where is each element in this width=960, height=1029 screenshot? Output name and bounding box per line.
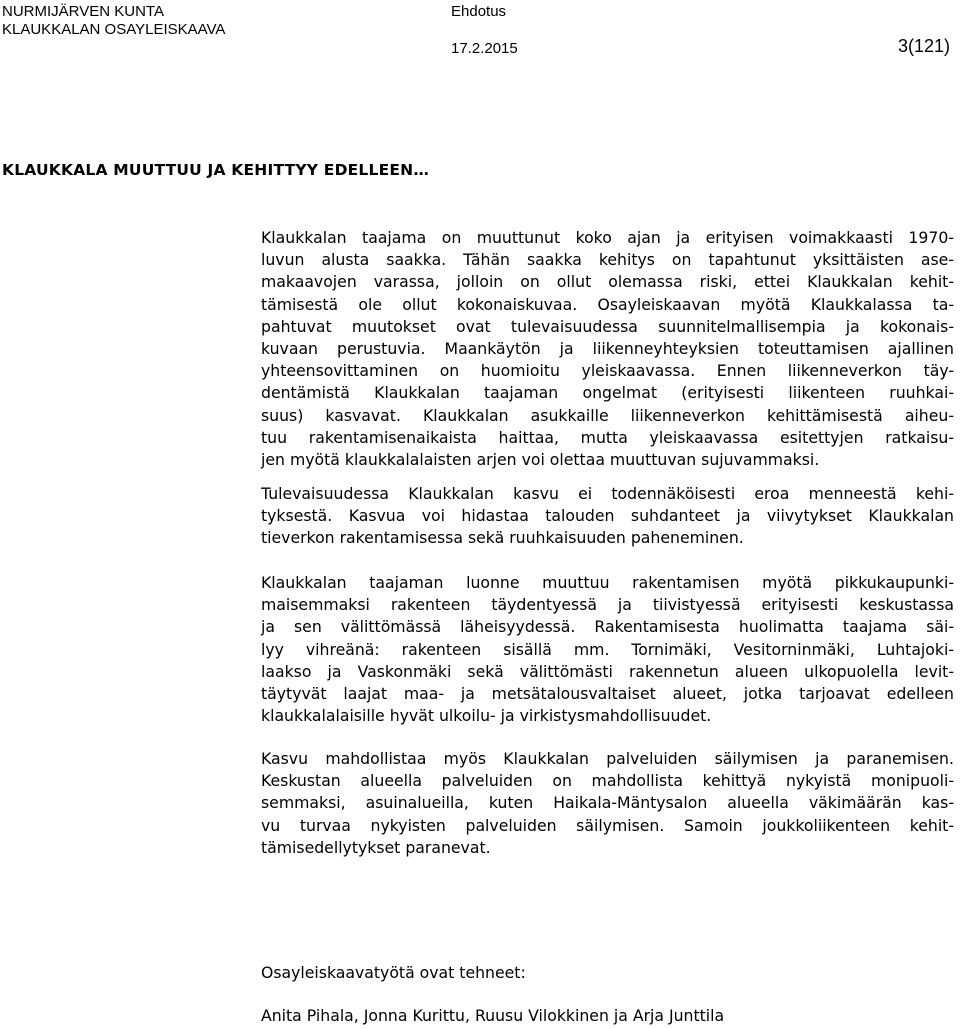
paragraph-line: makaavojen varassa, jolloin on ollut olemassa riski, ettei Klaukkalan kehit- — [261, 272, 954, 292]
section-title: KLAUKKALA MUUTTUU JA KEHITTYY EDELLEEN… — [2, 161, 430, 179]
paragraph-line: pahtuvat muutokset ovat tulevaisuudessa suunnitelmallisempia ja kokonais- — [261, 316, 954, 336]
paragraph-line: laakso ja Vaskonmäki sekä välittömästi rakennetun alueen ulkopuolella levit- — [261, 661, 954, 681]
paragraph-line: semmaksi, asuinalueilla, kuten Haikala-Mäntysalon alueella väkimäärän kas- — [261, 793, 954, 813]
paragraph-line: luvun alusta saakka. Tähän saakka kehitys on tapahtunut yksittäisten ase- — [261, 250, 954, 270]
authors-list — [261, 1005, 954, 1027]
paragraph-line: ja sen välittömässä läheisyydessä. Rakentamisesta huolimatta taajama säi- — [261, 617, 954, 637]
paragraph-line: Klaukkalan taajama on muuttunut koko ajan ja erityisen voimakkaasti 1970- — [261, 228, 954, 247]
paragraph-line: lyy vihreänä: rakenteen sisällä mm. Tornimäki, Vesitorninmäki, Luhtajoki- — [261, 639, 954, 659]
paragraph-1 — [261, 227, 954, 471]
paragraph-line: suus) kasvavat. Klaukkalan asukkaille liikenneverkon kehittämisestä aiheu- — [261, 405, 954, 425]
header-department: KLAUKKALAN OSAYLEISKAAVA — [2, 21, 226, 38]
paragraph-line: tieverkon rakentamisessa sekä ruuhkaisuuden paheneminen. — [261, 528, 744, 548]
paragraph-line: tyksestä. Kasvua voi hidastaa talouden suhdanteet ja viivytykset Klaukkalan — [261, 506, 954, 526]
paragraph-line: tämisedellytykset paranevat. — [261, 837, 491, 857]
paragraph-line: jen myötä klaukkalalaisten arjen voi olettaa muuttuvan sujuvammaksi. — [261, 450, 820, 470]
header-status: Ehdotus — [451, 3, 507, 20]
paragraph-2 — [261, 483, 954, 550]
paragraph-line: Osayleiskaavatyötä ovat tehneet: — [261, 963, 526, 982]
paragraph-line: tämisestä ole ollut kokonaiskuvaa. Osayleiskaavan myötä Klaukkalassa ta- — [261, 294, 954, 314]
paragraph-line: vu turvaa nykyisten palveluiden säilymisen. Samoin joukkoliikenteen kehit- — [261, 815, 954, 835]
paragraph-line: Anita Pihala, Jonna Kurittu, Ruusu Vilokkinen ja Arja Junttila — [261, 1006, 725, 1025]
paragraph-line: kuvaan perustuvia. Maankäytön ja liikenneyhteyksien toteuttamisen ajallinen — [261, 339, 954, 359]
header-date: 17.2.2015 — [451, 40, 518, 57]
paragraph-line: Tulevaisuudessa Klaukkalan kasvu ei todennäköisesti eroa menneestä kehi- — [261, 484, 954, 503]
header-page-number: 3(121) — [898, 36, 951, 56]
paragraph-line: maisemmaksi rakenteen täydentyessä ja tiivistyessä erityisesti keskustassa — [261, 595, 954, 615]
paragraph-line: yhteensovittaminen on huomioitu yleiskaavassa. Ennen liikenneverkon täy- — [261, 361, 954, 381]
paragraph-3 — [261, 572, 954, 727]
paragraph-line: Keskustan alueella palveluiden on mahdollista kehittyä nykyistä monipuoli- — [261, 771, 954, 791]
paragraph-line: klaukkalalaisille hyvät ulkoilu- ja virkistysmahdollisuudet. — [261, 706, 712, 726]
paragraph-line: Kasvu mahdollistaa myös Klaukkalan palveluiden säilymisen ja paranemisen. — [261, 749, 954, 768]
paragraph-line: Klaukkalan taajaman luonne muuttuu rakentamisen myötä pikkukaupunki- — [261, 573, 954, 592]
header-organization: NURMIJÄRVEN KUNTA — [2, 3, 164, 20]
paragraph-line: täytyvät laajat maa- ja metsätalousvaltaiset alueet, jotka tarjoavat edelleen — [261, 684, 954, 704]
paragraph-line: dentämistä Klaukkalan taajaman ongelmat (erityisesti liikenteen ruuhkai- — [261, 383, 954, 403]
paragraph-4 — [261, 748, 954, 859]
paragraph-line: tuu rakentamisenaikaista haittaa, mutta yleiskaavassa esitettyjen ratkaisu- — [261, 427, 954, 447]
authors-heading — [261, 962, 954, 984]
